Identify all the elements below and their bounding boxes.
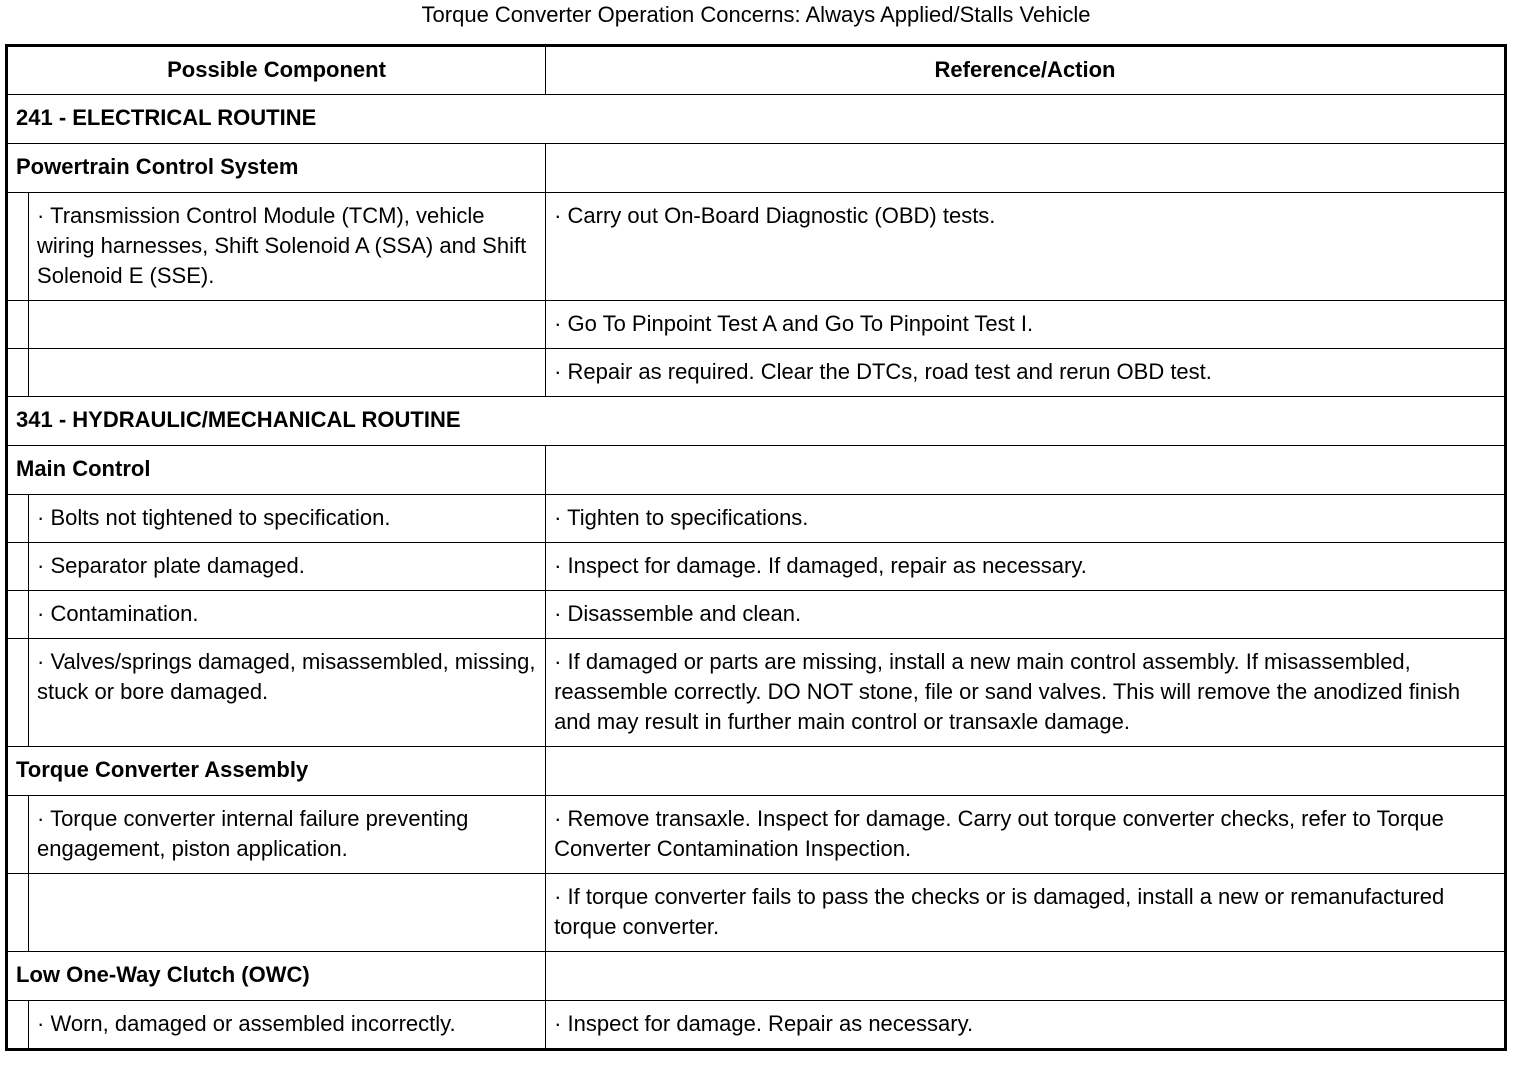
group-row: [7, 144, 1506, 193]
component-cell: · Separator plate damaged.: [29, 543, 546, 591]
component-cell: · Contamination.: [29, 591, 546, 639]
group-row: [7, 747, 1506, 796]
table-row: [7, 543, 1506, 591]
table-row: [7, 796, 1506, 874]
group-title: Powertrain Control System: [7, 144, 546, 193]
group-action-empty: [546, 747, 1506, 796]
table-row: [7, 639, 1506, 747]
header-reference-action: Reference/Action: [546, 46, 1506, 95]
action-cell: · Go To Pinpoint Test A and Go To Pinpoint Test I.: [546, 301, 1506, 349]
group-row: [7, 446, 1506, 495]
group-title: Main Control: [7, 446, 546, 495]
action-cell: · Disassemble and clean.: [546, 591, 1506, 639]
group-action-empty: [546, 952, 1506, 1001]
table-row: [7, 193, 1506, 301]
action-cell: · Remove transaxle. Inspect for damage. Carry out torque converter checks, refer to Torque Converter Contamination Inspection.: [546, 796, 1506, 874]
table-row: [7, 301, 1506, 349]
group-action-empty: [546, 446, 1506, 495]
action-cell: · If torque converter fails to pass the checks or is damaged, install a new or remanufactured torque converter.: [546, 874, 1506, 952]
action-cell: · Carry out On-Board Diagnostic (OBD) tests.: [546, 193, 1506, 301]
table-row: [7, 495, 1506, 543]
component-cell: [29, 874, 546, 952]
group-title: Torque Converter Assembly: [7, 747, 546, 796]
indent-cell: [7, 301, 29, 349]
section-row: [7, 397, 1506, 446]
action-cell: · If damaged or parts are missing, install a new main control assembly. If misassembled, reassemble correctly. DO NOT stone, file or sand valves. This will remove the anodized finish and may result in further main control or transaxle damage.: [546, 639, 1506, 747]
indent-cell: [7, 349, 29, 397]
indent-cell: [7, 193, 29, 301]
table-header-row: [7, 46, 1506, 95]
indent-cell: [7, 639, 29, 747]
action-cell: · Tighten to specifications.: [546, 495, 1506, 543]
action-cell: · Inspect for damage. If damaged, repair as necessary.: [546, 543, 1506, 591]
section-title: 241 - ELECTRICAL ROUTINE: [7, 95, 1506, 144]
action-cell: · Inspect for damage. Repair as necessary.: [546, 1001, 1506, 1050]
section-row: [7, 95, 1506, 144]
table-row: [7, 349, 1506, 397]
indent-cell: [7, 1001, 29, 1050]
page-title: Torque Converter Operation Concerns: Always Applied/Stalls Vehicle: [421, 2, 1091, 27]
diagnosis-table: [5, 44, 1507, 1051]
table-row: [7, 591, 1506, 639]
section-title: 341 - HYDRAULIC/MECHANICAL ROUTINE: [7, 397, 1506, 446]
indent-cell: [7, 543, 29, 591]
component-cell: · Transmission Control Module (TCM), vehicle wiring harnesses, Shift Solenoid A (SSA) and Shift Solenoid E (SSE).: [29, 193, 546, 301]
table-row: [7, 874, 1506, 952]
group-row: [7, 952, 1506, 1001]
indent-cell: [7, 874, 29, 952]
table-row: [7, 1001, 1506, 1050]
component-cell: [29, 301, 546, 349]
indent-cell: [7, 796, 29, 874]
component-cell: [29, 349, 546, 397]
indent-cell: [7, 495, 29, 543]
header-possible-component: Possible Component: [7, 46, 546, 95]
component-cell: · Torque converter internal failure preventing engagement, piston application.: [29, 796, 546, 874]
action-cell: · Repair as required. Clear the DTCs, road test and rerun OBD test.: [546, 349, 1506, 397]
group-title: Low One-Way Clutch (OWC): [7, 952, 546, 1001]
component-cell: · Bolts not tightened to specification.: [29, 495, 546, 543]
component-cell: · Worn, damaged or assembled incorrectly.: [29, 1001, 546, 1050]
group-action-empty: [546, 144, 1506, 193]
indent-cell: [7, 591, 29, 639]
component-cell: · Valves/springs damaged, misassembled, missing, stuck or bore damaged.: [29, 639, 546, 747]
